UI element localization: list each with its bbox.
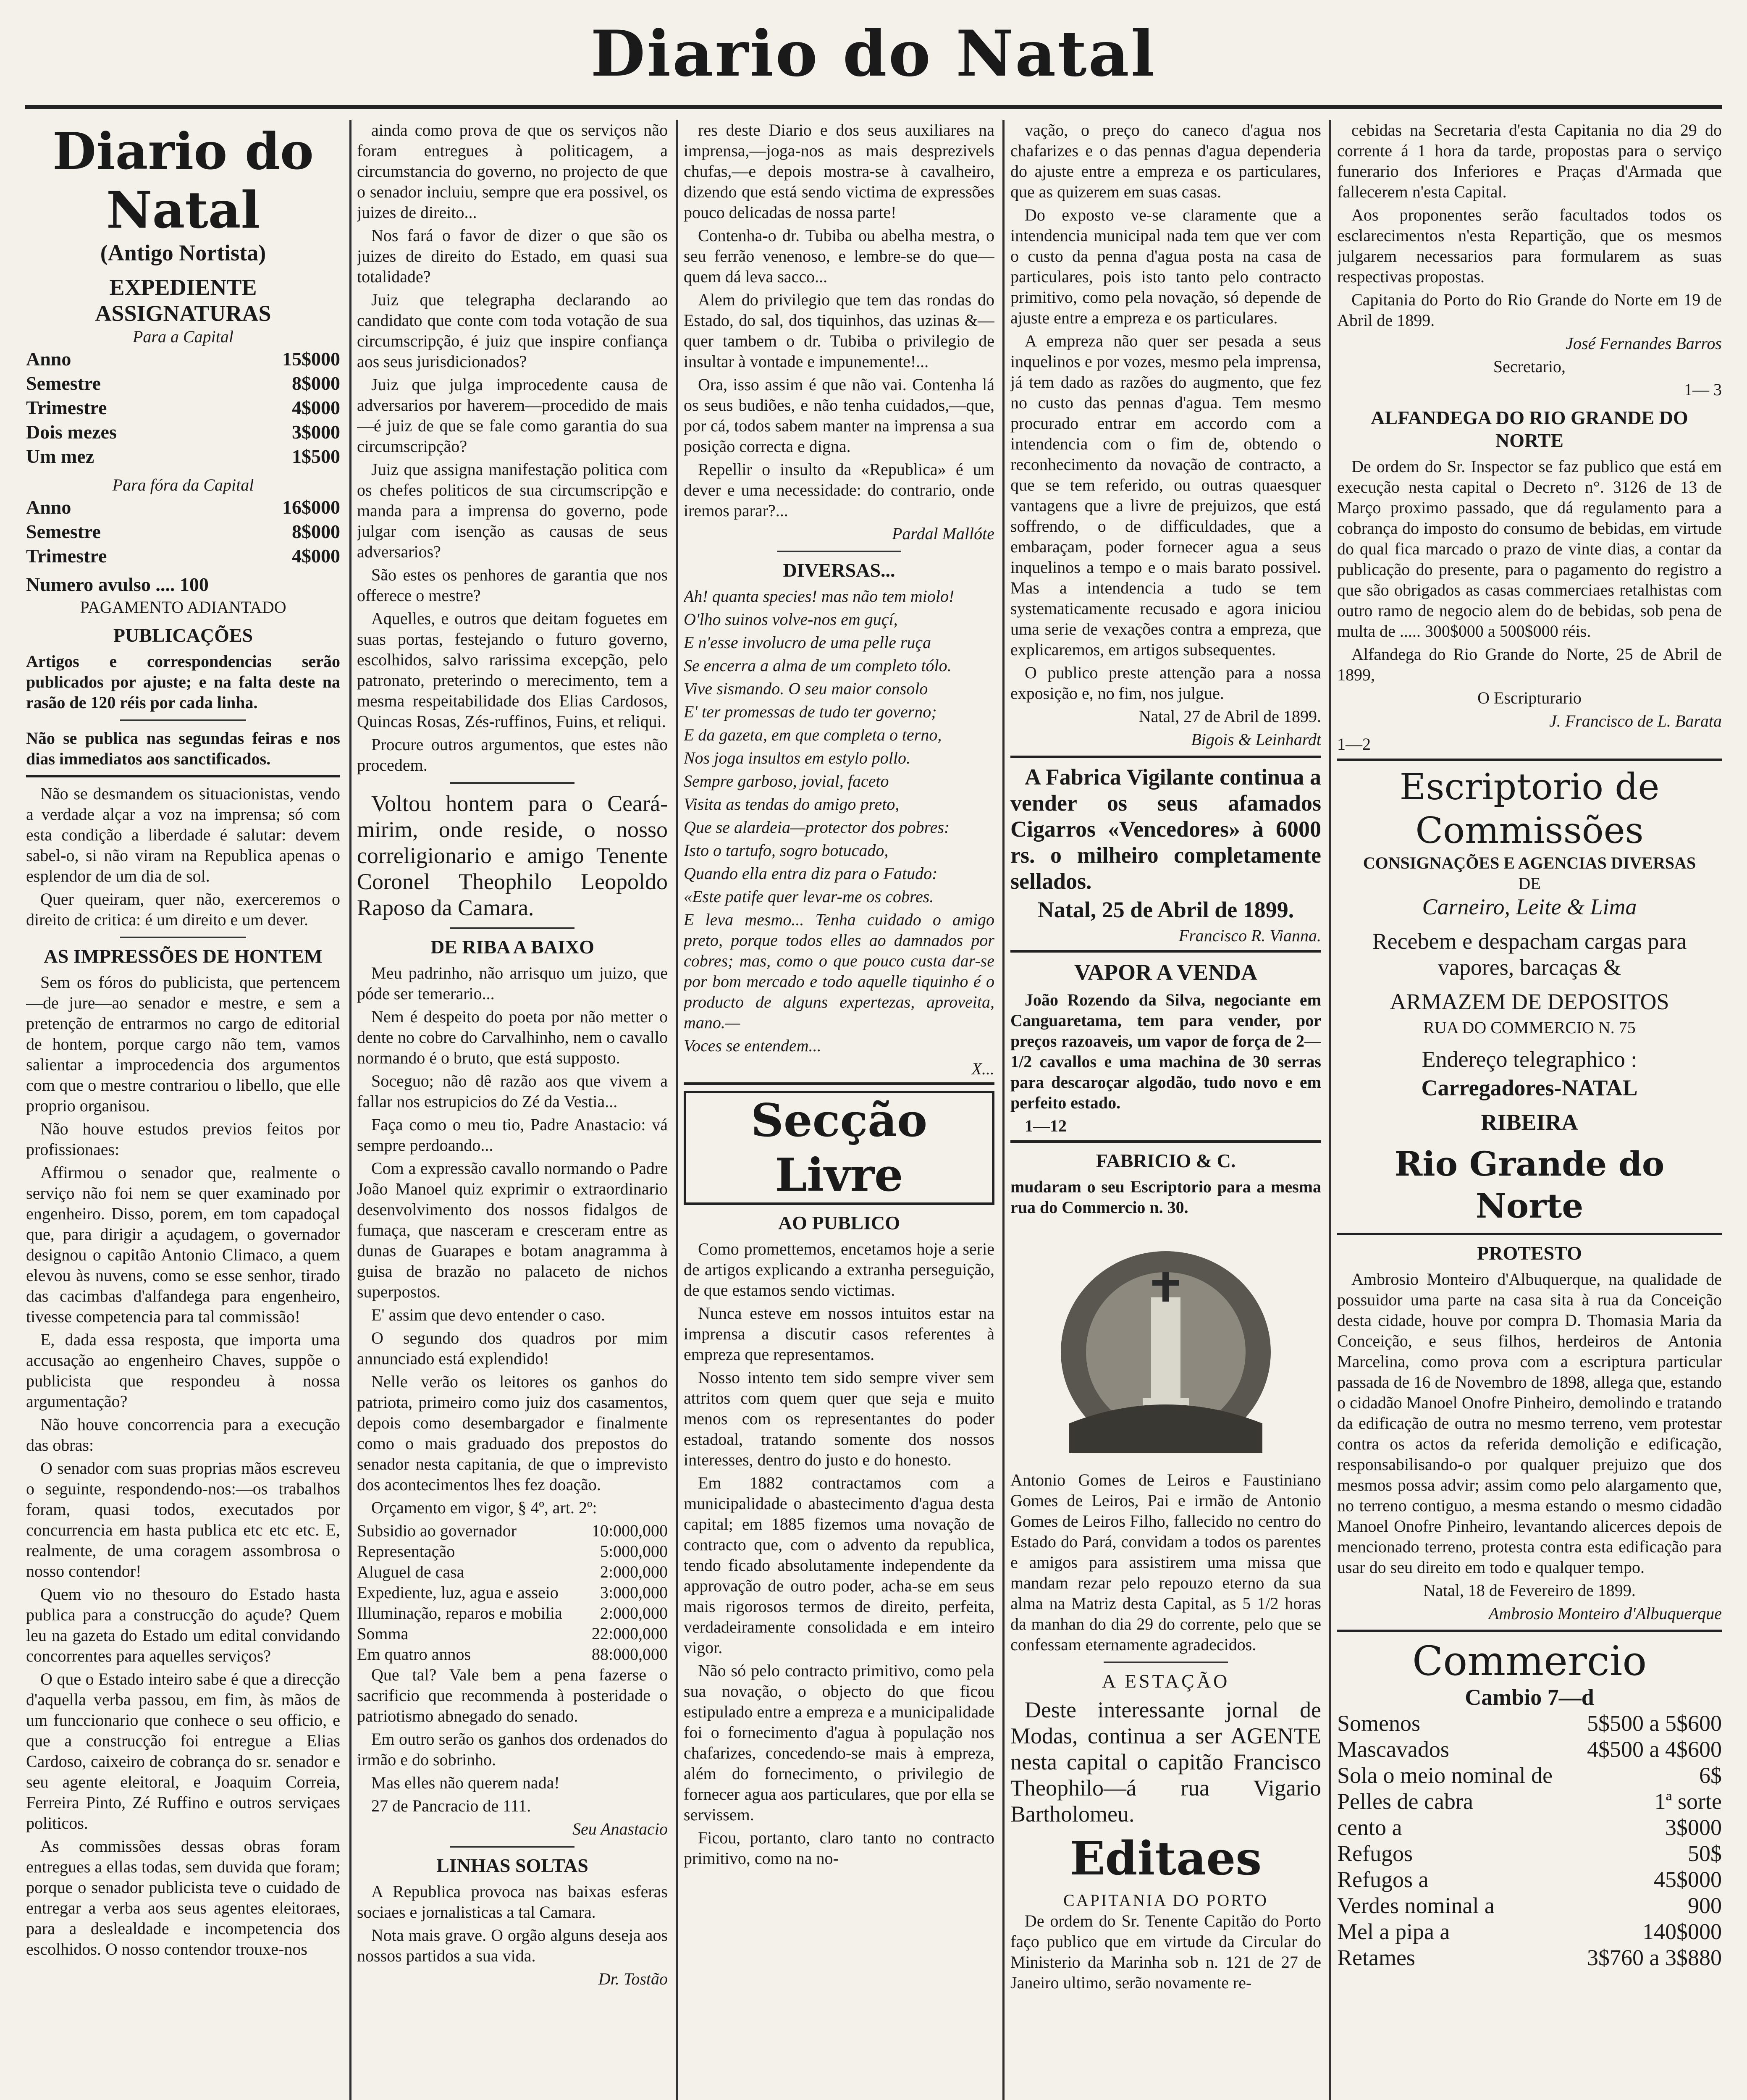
pagamento-note: PAGAMENTO ADIANTADO [80, 598, 286, 617]
budget-table [357, 1520, 668, 1664]
row-label: Refugos [1337, 1841, 1413, 1866]
row-value: 16$000 [282, 496, 340, 518]
logo: Diario do Natal [52, 122, 314, 240]
row-label: Mel a pipa a [1337, 1919, 1450, 1944]
recebem-line: Recebem e despacham cargas para vapores, barcaças & [1372, 929, 1687, 980]
commercio-title: Commercio [1412, 1638, 1647, 1685]
capital-label: Para a Capital [132, 327, 234, 346]
poem-signature: X... [971, 1059, 994, 1078]
divider [26, 775, 340, 777]
row-value: 2:000,000 [600, 1562, 668, 1581]
paragraph: E da gazeta, em que completa o terno, [684, 725, 942, 744]
row-label: Representação [357, 1542, 455, 1561]
endereco-line: Endereço telegraphico : [1422, 1047, 1637, 1072]
price-row [1337, 1866, 1722, 1893]
paragraph: Aquelles, e outros que deitam foguetes em suas portas, festejando o futuro governo, escolhidos, salvo rarissima excepção, pelo patronato, preterindo o merecimento, tem a mesma respeitabilidade dos Elias Cardosos, Quincas Rosas, Zés-ruffinos, Fuins, et reliqui. [357, 609, 668, 731]
column-1 [26, 120, 340, 2100]
paragraph: São estes os penhores de garantia que nos offerece o mestre? [357, 565, 668, 605]
vapor-code: 1—12 [1025, 1116, 1067, 1135]
paragraph: Juiz que telegrapha declarando ao candidato que conte com toda votação de sua circumscripção, é juiz que inspire confiança aos seus jurisdicionados? [357, 290, 668, 371]
row-value: 900 [1688, 1893, 1722, 1918]
empreza-signature: Bigois & Leinhardt [1191, 730, 1321, 749]
row-label: Pelles de cabra [1337, 1789, 1473, 1814]
expediente-heading: EXPEDIENTE [109, 275, 257, 300]
price-row [357, 1644, 668, 1664]
avulso-price: Numero avulso .... 100 [26, 574, 209, 595]
linhas-heading: LINHAS SOLTAS [436, 1855, 588, 1876]
paragraph: vação, o preço do caneco d'agua nos chafarizes e o das pennas d'agua dependeria do ajuste entre a empreza e os particulares, que as quizerem em suas casas. [1010, 121, 1321, 201]
row-label: Somenos [1337, 1711, 1421, 1736]
paragraph: Nos joga insultos em estylo pollo. [684, 748, 910, 767]
empreza-date: Natal, 27 de Abril de 1899. [1138, 707, 1321, 726]
paragraph: Não houve estudos previos feitos por profissionaes: [26, 1119, 340, 1159]
paragraph: Nem é despeito do poeta por não metter o dente no cobre do Carvalhinho, nem o cavallo normando é o bruto, que está supposto. [357, 1007, 668, 1067]
paragraph: E, dada essa resposta, que importa uma accusação ao engenheiro Chaves, suppõe o publicista que respondeu à nossa argumentação? [26, 1330, 340, 1411]
row-value: 3:000,000 [600, 1583, 668, 1602]
ribaixo-signature: Seu Anastacio [572, 1819, 668, 1838]
alfandega-heading: ALFANDEGA DO RIO GRANDE DO NORTE [1371, 407, 1688, 451]
fora-label: Para fóra da Capital [112, 475, 254, 494]
divider [684, 1082, 994, 1085]
vapor-heading: VAPOR A VENDA [1074, 960, 1258, 985]
price-row [26, 495, 340, 520]
protesto-heading: PROTESTO [1477, 1242, 1582, 1264]
paragraph: Vive sismando. O seu maior consolo [684, 679, 928, 698]
row-value: 15$000 [282, 348, 340, 370]
price-row [357, 1541, 668, 1562]
paragraph: O'lho suinos volve-nos em guçí, [684, 610, 898, 629]
assignaturas-heading: ASSIGNATURAS [95, 301, 271, 326]
publicacoes-heading: PUBLICAÇÕES [113, 625, 253, 646]
nao-publica-note: Não se publica nas segundas feiras e nos dias immediatos aos sanctificados. [26, 729, 340, 768]
alfandega-date: Alfandega do Rio Grande do Norte, 25 de Abril de 1899, [1337, 645, 1722, 684]
price-row [357, 1603, 668, 1623]
alfandega-edital: De ordem do Sr. Inspector se faz publico que está em execução nesta capital o Decreto n°. 3126 de 13 de Março proximo passado, que dá regulamento para a cobrança do imposto do consumo de bebidas, em virtude do qual fica marcado o prazo de vinte dias, a contar da publicação do presente, para o pagamento do registro a que são obrigados as casas commerciaes retalhistas com outro ramo de negocio alem do de bebidas, sob pena de multa de ..... 300$000 a 500$000 réis. [1337, 457, 1722, 640]
protesto-date: Natal, 18 de Fevereiro de 1899. [1423, 1581, 1636, 1600]
row-value: 4$000 [292, 397, 340, 418]
row-label: Aluguel de casa [357, 1562, 464, 1581]
divider [1010, 756, 1321, 758]
linhas-article [357, 1881, 668, 1966]
publicacoes-text: Artigos e correspondencias serão publicados por ajuste; e na falta deste na rasão de 120 réis por cada linha. [26, 652, 340, 712]
paragraph: Que tal? Vale bem a pena fazerse o sacrificio que recommenda à posteridade o patriotismo abnegado do senado. [357, 1665, 668, 1725]
paragraph: Repellir o insulto da «Republica» é um dever e uma necessidade: do contrario, onde iremos parar?... [684, 460, 994, 520]
divider [1010, 1140, 1321, 1143]
row-value: 1ª sorte [1654, 1789, 1722, 1814]
masthead-title: Diario do Natal [590, 17, 1157, 91]
column-4 [1010, 120, 1321, 2100]
price-row [1337, 1919, 1722, 1945]
column-rule [1329, 120, 1331, 2100]
row-label: Subsidio ao governador [357, 1521, 517, 1540]
row-label: Verdes nominal a [1337, 1893, 1495, 1918]
row-value: 8$000 [292, 373, 340, 394]
price-row [357, 1623, 668, 1644]
carregadores-line: Carregadores-NATAL [1421, 1075, 1638, 1100]
row-label: Um mez [26, 446, 94, 467]
paragraph: Meu padrinho, não arrisquo um juizo, que póde ser temerario... [357, 963, 668, 1003]
paragraph: Aos proponentes serão facultados todos os esclarecimentos n'esta Repartição, que os mesmos julgarem necessarios para formularem as suas respectivas propostas. [1337, 205, 1722, 286]
paragraph: Como promettemos, encetamos hoje a serie de artigos explicando a extranha perseguição, de que estamos sendo victimas. [684, 1239, 994, 1299]
row-label: Somma [357, 1624, 409, 1643]
diversas-heading: DIVERSAS... [783, 559, 895, 581]
consignacoes-line: CONSIGNAÇÕES E AGENCIAS DIVERSAS [1363, 853, 1696, 872]
paragraph: 27 de Pancracio de 111. [371, 1796, 531, 1815]
paragraph: Orçamento em vigor, § 4º, art. 2º: [371, 1498, 597, 1517]
voltou-notice: Voltou hontem para o Ceará-mirim, onde reside, o nosso correligionario e amigo Tenente Coronel Theophilo Leopoldo Raposo da Camara. [357, 791, 668, 920]
paragraph: Quando ella entra diz para o Fatudo: [684, 864, 938, 883]
impressoes-heading: AS IMPRESSÕES DE HONTEM [44, 945, 323, 967]
subtitle: (Antigo Nortista) [100, 240, 266, 265]
editaes-title: Editaes [1070, 1831, 1262, 1885]
row-label: Anno [26, 496, 71, 518]
vapor-ad: João Rozendo da Silva, negociante em Canguaretama, tem para vender, por preços razoaveis, um vapor de força de 2—1/2 cavallos e uma machina de 30 serras para descaroçar algodão, tudo novo e em perfeito estado. [1010, 990, 1321, 1112]
masthead-rule [25, 105, 1722, 109]
obituary-notice: Antonio Gomes de Leiros e Faustiniano Gomes de Leiros, Pai e irmão de Antonio Gomes de Leiros Filho, fallecido no centro do Estado do Pará, convidam a todos os parentes e amigos para assistirem uma missa que mandam rezar pelo repouzo eterno da sua alma na Matriz desta Capital, as 5 1/2 horas da manhan do dia 29 do corrente, pelo que se confessam eternamente agradecidos. [1010, 1470, 1321, 1654]
paragraph: Sem os fóros do publicista, que pertencem—de jure—ao senador e mestre, e sem a pretenção de entrarmos no cargo de editorial de hontem, porque cargo não tem, vamos salientar a improcedencia dos argumentos com que o mestre contrariou o libello, que elle proprio organisou. [26, 973, 340, 1115]
fabrica-date: Natal, 25 de Abril de 1899. [1037, 897, 1294, 922]
paragraph: Nunca esteve em nossos intuitos estar na imprensa a discutir casos referentes à empreza que representamos. [684, 1304, 994, 1364]
row-label: Mascavados [1337, 1737, 1449, 1762]
row-value: 88:000,000 [591, 1645, 668, 1664]
divider [1337, 1233, 1722, 1235]
price-row [26, 396, 340, 420]
price-row [357, 1520, 668, 1541]
paragraph: Nos fará o favor de dizer o que são os juizes de direito do Estado, em quasi sua totalidade? [357, 226, 668, 286]
protesto-text: Ambrosio Monteiro d'Albuquerque, na qualidade de possuidor uma parte na casa sita à rua da Conceição desta cidade, houve por compra D. Thomasia Maria da Conceição, e seus filhos, herdeiros de Antonia Marcelina, como prova com a escriptura particular passada de 16 de Novembro de 1898, allega que, estando o cidadão Manoel Onofre Pinheiro, demolindo e tratando da edificação de outra no mesmo terreno, vem protestar contra os actos da referida demolição e edificação, responsabilisando-o por qualquer prejuizo que dos mesmos possa advir; assim como pelo alargamento que, no terreno contiguo, a mesma estando o mesmo cidadão Manoel Onofre Pinheiro, levantando alicerces depois de mencionado terreno, protesta contra esta edificação para usar do seu direito em todo e qualquer tempo. [1337, 1270, 1722, 1577]
ao-publico-article [684, 1239, 994, 1869]
fabrica-ad: A Fabrica Vigilante continua a vender os seus afamados Cigarros «Vencedores» à 6000 rs. o milheiro completamente sellados. [1010, 764, 1321, 894]
column-rule [349, 120, 351, 2100]
paragraph: Nelle verão os leitores os ganhos do patriota, primeiro como juiz dos casamentos, depois como desembargador e finalmente como o mais graduado dos prepostos do senador nesta capitania, de que o imprevisto dos acontecimentos lhes fez doação. [357, 1372, 668, 1494]
paragraph: Mas elles não querem nada! [371, 1773, 560, 1792]
row-value: 3$760 a 3$880 [1587, 1945, 1722, 1970]
paragraph: Capitania do Porto do Rio Grande do Norte em 19 de Abril de 1899. [1337, 290, 1722, 330]
divider [450, 1846, 574, 1848]
column-rule [1002, 120, 1005, 2100]
paragraph: cebidas na Secretaria d'esta Capitania no dia 29 do corrente á 1 hora da tarde, propostas para o serviço funerario dos Inferiores e Praças d'Armada que fallecerem n'esta Capital. [1337, 121, 1722, 201]
ribeira-line: RIBEIRA [1481, 1110, 1578, 1135]
row-value: 10:000,000 [591, 1521, 668, 1540]
intro-paragraph: Quer queiram, quer não, exerceremos o direito de critica: é um direito e um dever. [26, 890, 340, 929]
capitania-code: 1— 3 [1684, 380, 1722, 399]
paragraph: E n'esse involucro de uma pelle ruça [684, 633, 931, 652]
de-line: DE [1518, 874, 1541, 893]
row-value: 5$500 a 5$600 [1587, 1711, 1722, 1736]
paragraph: Não só pelo contracto primitivo, como pela sua novação, o objecto do que ficou estipulado entre a empreza e a municipalidade foi o fornecimento d'agua à população nos chafarizes, concedendo-se mais à empreza, além do fornecimento, o privilegio de fornecer agua aos particulares, que por ella se servissem. [684, 1661, 994, 1824]
paragraph: Faça como o meu tio, Padre Anastacio: vá sempre perdoando... [357, 1115, 668, 1155]
paragraph: Juiz que assigna manifestação politica com os chefes politicos de sua circumscripção e manda para a imprensa do governo, pode julgar com isenção as causas de seus adversarios? [357, 460, 668, 561]
price-row [357, 1582, 668, 1603]
paragraph: Sempre garboso, jovial, faceto [684, 772, 889, 790]
ao-publico-heading: AO PUBLICO [778, 1212, 900, 1234]
estacao-heading: A ESTAÇÃO [1102, 1670, 1230, 1692]
fabrica-signature: Francisco R. Vianna. [1178, 926, 1321, 945]
row-label: cento a [1337, 1815, 1402, 1840]
seccao-livre-title: Secção Livre [684, 1091, 994, 1205]
row-label: Retames [1337, 1945, 1415, 1970]
price-row [26, 371, 340, 396]
row-value: 22:000,000 [591, 1624, 668, 1643]
paragraph: As commissões dessas obras foram entregues a ellas todas, sem duvida que foram; porque o senador publicista teve o cuidado de entregar a verba aos seus agentes eleitoraes, para a deslealdade e incompetencia dos escolhidos. O nosso contendor trouxe-nos [26, 1837, 340, 1958]
funeral-engraving [1052, 1226, 1279, 1461]
estacao-ad: Deste interessante jornal de Modas, continua a ser AGENTE nesta capital o capitão Francisco Theophilo—á rua Vigario Bartholomeu. [1010, 1697, 1321, 1827]
empreza-article [1010, 120, 1321, 704]
price-row [1337, 1840, 1722, 1866]
ribaixo-heading: DE RIBA A BAIXO [430, 936, 594, 958]
row-value: 8$000 [292, 521, 340, 542]
price-row [26, 347, 340, 371]
price-row [1337, 1893, 1722, 1919]
capitania-heading: CAPITANIA DO PORTO [1063, 1891, 1268, 1910]
fabricio-heading: FABRICIO & C. [1096, 1150, 1236, 1171]
row-label: Em quatro annos [357, 1645, 471, 1664]
divider [1337, 759, 1722, 761]
paragraph: Voces se entendem... [684, 1036, 821, 1055]
paragraph: O que o Estado inteiro sabe é que a direcção d'aquella verba passou, em fim, às mãos de um funccionario que conhece o seu officio, e que a construcção foi entregue a Elias Cardoso, caixeiro de cobrança do sr. senador e seu agente eleitoral, e Joaquim Correia, Ferreira Pinto, Zé Ruffino e outros serviçaes politicos. [26, 1670, 340, 1832]
row-label: Anno [26, 348, 71, 370]
capitania-role: Secretario, [1493, 357, 1566, 376]
divider [120, 719, 246, 721]
paragraph: Com a expressão cavallo normando o Padre João Manoel quiz exprimir o extraordinario desenvolvimento dos nossos fidalgos de fumaça, que nasceram e cresceram entre as dunas de Guarapes e botam anagramma à guisa de brazão no palaceto de nichos superpostos. [357, 1159, 668, 1301]
paragraph: Em outro serão os ganhos dos ordenados do irmão e do sobrinho. [357, 1730, 668, 1769]
row-value: 2:000,000 [600, 1604, 668, 1622]
price-row [1337, 1710, 1722, 1736]
divider [120, 937, 246, 938]
capital-price-list [26, 347, 340, 469]
row-label: Trimestre [26, 545, 107, 567]
cambio-line: Cambio 7—d [1465, 1685, 1594, 1710]
price-row [26, 520, 340, 544]
alfandega-signature: J. Francisco de L. Barata [1549, 711, 1722, 730]
price-row [26, 420, 340, 444]
paragraph: Alem do privilegio que tem das rondas do Estado, do sal, dos tiquinhos, das uzinas &—quer tambem o dr. Tubiba o privilegio de insultar à vontade e impunemente!... [684, 290, 994, 371]
paragraph: ainda como prova de que os serviços não foram entregues à politicagem, a circumstancia do governo, no projecto de que o senador incluiu, sempre que era possivel, os juizes de direito... [357, 121, 668, 222]
commercio-rates [1337, 1710, 1722, 1971]
price-row [1337, 1788, 1722, 1814]
paragraph: Do exposto ve-se claramente que a intendencia municipal nada tem que ver com o custo da penna d'agua posta na casa de particulares, pois isto tanto pelo contracto primitivo, como pela novação, só depende de ajuste entre a empreza e os particulares. [1010, 205, 1321, 327]
paragraph: Nosso intento tem sido sempre viver sem attritos com quem quer que seja e muito menos com os representantes do poder estadoal, tratando somente dos nossos interesses, dentro do justo e do honesto. [684, 1368, 994, 1469]
row-label: Sola o meio nominal de [1337, 1763, 1553, 1788]
row-label: Trimestre [26, 397, 107, 418]
paragraph: res deste Diario e dos seus auxiliares na imprensa,—joga-nos as mais desprezivels chufas,—e depois mostra-se à cavalheiro, dizendo que está sendo victima de expressões pouco delicadas de nossa parte! [684, 121, 994, 222]
row-value: 3$000 [1665, 1815, 1722, 1840]
column-2 [357, 120, 668, 2100]
paragraph: Não houve concorrencia para a execução das obras: [26, 1415, 340, 1454]
capitania-edital-continued [1337, 120, 1722, 331]
price-row [1337, 1762, 1722, 1788]
paragraph: Isto o tartufo, sogro botucado, [684, 841, 889, 860]
row-value: 4$500 a 4$600 [1587, 1737, 1722, 1762]
ribaixo-closing [357, 1664, 668, 1816]
row-value: 1$500 [292, 446, 340, 467]
paragraph: Soceguo; não dê razão aos que vivem a fallar nos estrupicios do Zé da Vestia... [357, 1071, 668, 1111]
column-rule [676, 120, 678, 2100]
paragraph: O segundo dos quadros por mim annunciado está explendido! [357, 1328, 668, 1368]
diversas-poem [684, 586, 994, 1056]
impressoes-article [26, 972, 340, 1959]
price-row [357, 1562, 668, 1582]
capitania-edital: De ordem do Sr. Tenente Capitão do Porto faço publico que em virtude da Circular do Ministerio da Marinha sob n. 121 de 27 de Janeiro ultimo, serão novamente re- [1010, 1911, 1321, 1992]
price-row [1337, 1945, 1722, 1971]
paragraph: Contenha-o dr. Tubiba ou abelha mestra, o seu ferrão venenoso, e lembre-se do que—quem dá leva sacco... [684, 226, 994, 286]
divider [1104, 1662, 1228, 1663]
intro-paragraph: Não se desmandem os situacionistas, vendo a verdade alçar a voz na imprensa; só com esta condição a liberdade é salutar: devem sabel-o, si não viram na Republica apenas o esplendor de um dia de sol. [26, 784, 340, 885]
row-label: Semestre [26, 521, 101, 542]
column-5 [1337, 120, 1722, 2100]
paragraph: Juiz que julga improcedente causa de adversarios por haverem—procedido de mais—é juiz de que se fale como garantia do sua circumscripção? [357, 375, 668, 456]
alfandega-role: O Escripturario [1477, 688, 1582, 707]
paragraph: Quem vio no thesouro do Estado hasta publica para a construcção do açude? Quem leu na gazeta do Estado um edital convidando concorrentes para aquelles serviços? [26, 1585, 340, 1665]
column-3 [684, 120, 994, 2100]
paragraph: E' ter promessas de tudo ter governo; [684, 702, 937, 721]
price-row [1337, 1814, 1722, 1840]
row-value: 50$ [1688, 1841, 1722, 1866]
paragraph: Se encerra a alma de um completo tólo. [684, 656, 952, 675]
armazem-line: ARMAZEM DE DEPOSITOS [1390, 989, 1669, 1014]
row-label: Illuminação, reparos e mobilia [357, 1604, 562, 1622]
continued-signature: Pardal Mallóte [892, 524, 994, 543]
row-value: 6$ [1699, 1763, 1722, 1788]
divider [1337, 1630, 1722, 1632]
price-row [1337, 1736, 1722, 1762]
row-label: Expediente, luz, agua e asseio [357, 1583, 559, 1602]
continued-article [684, 120, 994, 521]
price-row [26, 444, 340, 469]
paragraph: Nota mais grave. O orgão alguns deseja aos nossos partidos a sua vida. [357, 1926, 668, 1965]
paragraph: «Este patife quer levar-me os cobres. [684, 887, 934, 906]
row-label: Refugos a [1337, 1867, 1429, 1892]
paragraph: E leva mesmo... Tenha cuidado o amigo preto, porque todos elles ao damnados por cobres; mas, como o que pouco custa dar-se por bom mercado e todo aquelle tiquinho é o producto de alguns expertezas, aproveita, mano.— [684, 910, 994, 1032]
paragraph: O publico preste attenção para a nossa exposição e, no fim, nos julgue. [1010, 663, 1321, 703]
fora-price-list [26, 495, 340, 568]
row-value: 3$000 [292, 421, 340, 443]
paragraph: A Republica provoca nas baixas esferas sociaes e jornalisticas a tal Camara. [357, 1882, 668, 1922]
fabricio-notice: mudaram o seu Escriptorio para a mesma rua do Commercio n. 30. [1010, 1177, 1321, 1217]
paragraph: E' assim que devo entender o caso. [371, 1305, 606, 1324]
paragraph: Affirmou o senador que, realmente o serviço não foi nem se quer examinado por engenheiro. Disso, porem, em tom capadoçal que, para dirigir a açudagem, o governador designou o capitão Antonio Climaco, a quem elevou às nuvens, como se esse senhor, tirado das cacimbas d'alfandega para engenheiro, tivesse competencia para tal commissão! [26, 1163, 340, 1326]
paragraph: Procure outros argumentos, que estes não procedem. [357, 735, 668, 774]
row-value: 140$000 [1642, 1919, 1722, 1944]
alfandega-code: 1—2 [1337, 735, 1371, 753]
juizes-article [357, 120, 668, 775]
paragraph: Ah! quanta species! mas não tem miolo! [684, 587, 955, 606]
row-value: 45$000 [1654, 1867, 1722, 1892]
divider [777, 551, 901, 552]
linhas-signature: Dr. Tostão [598, 1969, 668, 1988]
rua-line: RUA DO COMMERCIO N. 75 [1423, 1018, 1636, 1037]
divider [450, 782, 574, 784]
paragraph: A empreza não quer ser pesada a seus inquelinos e por vozes, mesmo pela imprensa, já tem dado as razões do augmento, que fez no custo das pennas d'agua. Tem mesmo procurado entrar em accordo com a intendencia com o fim de, obtendo o reconhecimento da novação de contracto, a que se tem referido, ou outras quaesquer vantagens que a livre de prejuizos, que está soffrendo, o de difficuldades, que a embaraçam, poder fornecer agua a seus inquelinos a tempo e o mais barato possivel. Mas a intendencia a tudo se tem systematicamente recusado e agora iniciou uma serie de vexações contra a empreza, que explicaremos, em artigos subsequentes. [1010, 331, 1321, 659]
rgn-line: Rio Grande do Norte [1394, 1144, 1665, 1226]
price-row [26, 544, 340, 568]
divider [450, 927, 574, 929]
row-label: Semestre [26, 373, 101, 394]
paragraph: Em 1882 contractamos com a municipalidade o abastecimento d'agua desta capital; em 1885 fizemos uma novação de contracto que, com o advento da republica, tendo ficado absolutamente independente da approvação de outro poder, acha-se em seus mais rigorosos termos de direito, perfeita, verdadeiramente consolidada e em inteiro vigor. [684, 1473, 994, 1657]
paragraph: Visita as tendas do amigo preto, [684, 795, 900, 814]
ribaixo-article [357, 963, 668, 1518]
row-value: 5:000,000 [600, 1542, 668, 1561]
paragraph: Que se alardeia—protector dos pobres: [684, 818, 950, 837]
row-label: Dois mezes [26, 421, 117, 443]
escriptorio-title: Escriptorio de Commissões [1399, 766, 1660, 852]
paragraph: Ora, isso assim é que não vai. Contenha lá os seus budiões, e não tenha cuidados,—que, por cá, todos sabem manter na imprensa a sua posição correcta e digna. [684, 375, 994, 456]
firm-name: Carneiro, Leite & Lima [1422, 894, 1637, 919]
paragraph: O senador com suas proprias mãos escreveu o seguinte, respondendo-nos:—os trabalhos foram, quasi todos, executados por concurrencia em hasta publica etc etc etc. E, realmente, de uma coragem assombrosa o nosso contendor! [26, 1459, 340, 1580]
row-value: 4$000 [292, 545, 340, 567]
protesto-signature: Ambrosio Monteiro d'Albuquerque [1488, 1604, 1722, 1623]
divider [1010, 950, 1321, 953]
capitania-signature: José Fernandes Barros [1566, 334, 1722, 353]
paragraph: Ficou, portanto, claro tanto no contracto primitivo, como na no- [684, 1828, 994, 1868]
